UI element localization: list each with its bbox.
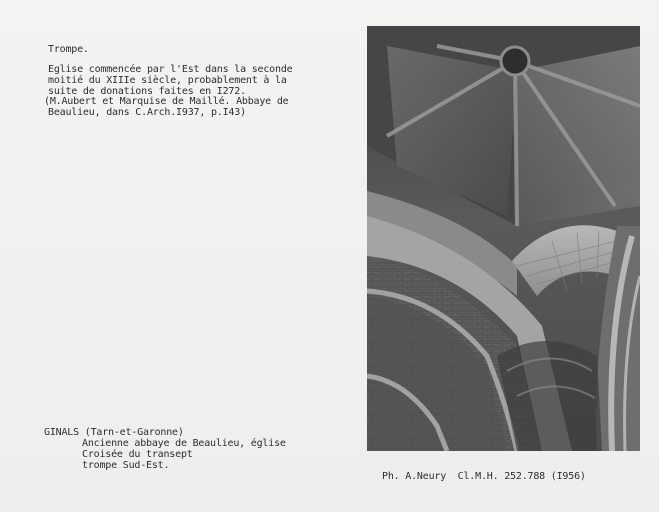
- location-line: Croisée du transept: [82, 449, 193, 460]
- photo-credit: Ph. A.Neury Cl.M.H. 252.788 (I956): [382, 471, 586, 482]
- description-line: (M.Aubert et Marquise de Maillé. Abbaye de: [44, 96, 289, 107]
- location-place: GINALS (Tarn-et-Garonne): [44, 427, 184, 438]
- vault-photo-image: [367, 26, 640, 451]
- location-line: trompe Sud-Est.: [82, 460, 170, 471]
- description-line: Beaulieu, dans C.Arch.I937, p.I43): [48, 107, 246, 118]
- header-label: Trompe.: [48, 44, 89, 55]
- description-line: Eglise commencée par l'Est dans la seconde: [48, 64, 293, 75]
- location-line: Ancienne abbaye de Beaulieu, église: [82, 438, 286, 449]
- description-line: moitié du XIIIe siècle, probablement à la: [48, 75, 287, 86]
- description-line: suite de donations faites en I272.: [48, 86, 246, 97]
- vault-photograph: [367, 26, 640, 451]
